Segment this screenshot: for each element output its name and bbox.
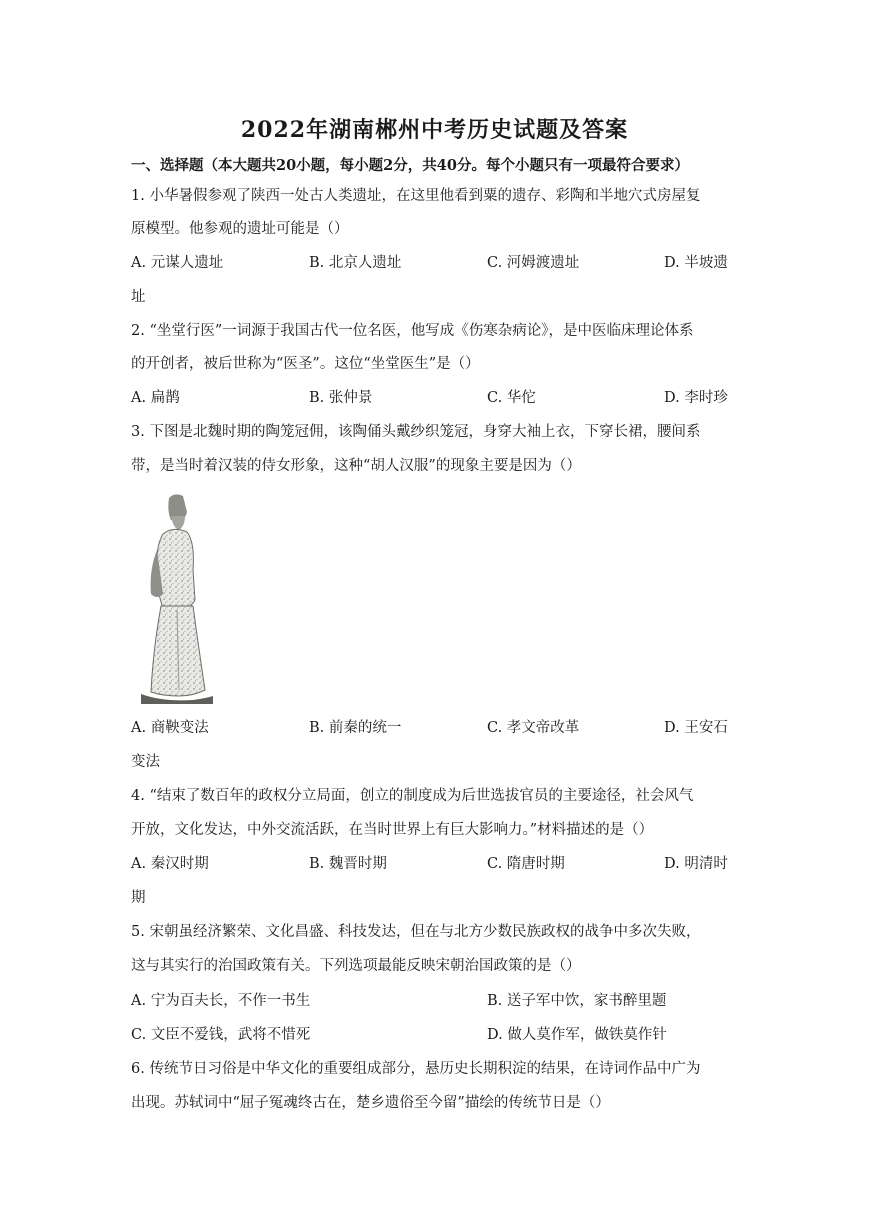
question-3-text-line-1: 3. 下图是北魏时期的陶笼冠佣，该陶俑头戴纱织笼冠，身穿大袖上衣，下穿长裙，腰间系: [131, 424, 701, 440]
question-1-option-a: A. 元谋人遗址: [131, 255, 224, 271]
question-6-text-line-2: 出现。苏轼词中“屈子冤魂终古在，楚乡遗俗至今留”描绘的传统节日是（）: [131, 1095, 610, 1111]
question-1-option-b: B. 北京人遗址: [309, 255, 402, 271]
question-3-option-b: B. 前秦的统一: [309, 720, 402, 736]
question-1-option-d-wrap: 址: [131, 289, 146, 305]
question-2-option-c: C. 华佗: [487, 390, 536, 406]
question-6-text-line-1: 6. 传统节日习俗是中华文化的重要组成部分，悬历史长期积淀的结果，在诗词作品中广为: [131, 1061, 701, 1077]
question-4-option-c: C. 隋唐时期: [487, 856, 565, 872]
question-4-option-b: B. 魏晋时期: [309, 856, 387, 872]
section-heading: 一、选择题（本大题共20小题，每小题2分，共40分。每个小题只有一项最符合要求）: [131, 157, 689, 174]
question-4-option-d: D. 明清时: [664, 856, 728, 872]
question-5-text-line-2: 这与其实行的治国政策有关。下列选项最能反映宋朝治国政策的是（）: [131, 958, 581, 974]
question-3-option-c: C. 孝文帝改革: [487, 720, 580, 736]
question-5-option-b: B. 送子军中饮，家书醉里题: [487, 993, 667, 1009]
question-3-option-d-wrap: 变法: [131, 754, 160, 770]
question-3-text-line-2: 带，是当时着汉装的侍女形象，这种“胡人汉服”的现象主要是因为（）: [131, 458, 581, 474]
question-5-option-a: A. 宁为百夫长，不作一书生: [131, 993, 311, 1009]
page-title: 2022年湖南郴州中考历史试题及答案: [240, 117, 629, 143]
question-1-option-d: D. 半坡遗: [664, 255, 728, 271]
question-2-text-line-2: 的开创者，被后世称为“医圣”。这位“坐堂医生”是（）: [131, 356, 480, 372]
question-4-text-line-1: 4. “结束了数百年的政权分立局面，创立的制度成为后世选拔官员的主要途径，社会风气: [131, 788, 694, 804]
pottery-figurine-image: [133, 490, 221, 708]
question-5-text-line-1: 5. 宋朝虽经济繁荣、文化昌盛、科技发达，但在与北方少数民族政权的战争中多次失败，: [131, 924, 701, 940]
question-3-option-d: D. 王安石: [664, 720, 728, 736]
question-1-text-line-2: 原模型。他参观的遗址可能是（）: [131, 221, 349, 237]
question-1-option-c: C. 河姆渡遗址: [487, 255, 580, 271]
question-4-text-line-2: 开放，文化发达，中外交流活跃，在当时世界上有巨大影响力。”材料描述的是（）: [131, 822, 654, 838]
question-2-option-b: B. 张仲景: [309, 390, 373, 406]
question-3-option-a: A. 商鞅变法: [131, 720, 209, 736]
question-2-option-d: D. 李时珍: [664, 390, 728, 406]
question-4-option-a: A. 秦汉时期: [131, 856, 209, 872]
question-5-option-d: D. 做人莫作军，做铁莫作针: [487, 1027, 667, 1043]
question-5-option-c: C. 文臣不爱钱，武将不惜死: [131, 1027, 311, 1043]
question-2-option-a: A. 扁鹊: [131, 390, 180, 406]
question-2-text-line-1: 2. “坐堂行医”一词源于我国古代一位名医，他写成《伤寒杂病论》，是中医临床理论体系: [131, 323, 694, 339]
question-1-text-line-1: 1. 小华暑假参观了陕西一处古人类遗址，在这里他看到粟的遗存、彩陶和半地穴式房屋复: [131, 188, 701, 204]
question-4-option-d-wrap: 期: [131, 890, 146, 906]
